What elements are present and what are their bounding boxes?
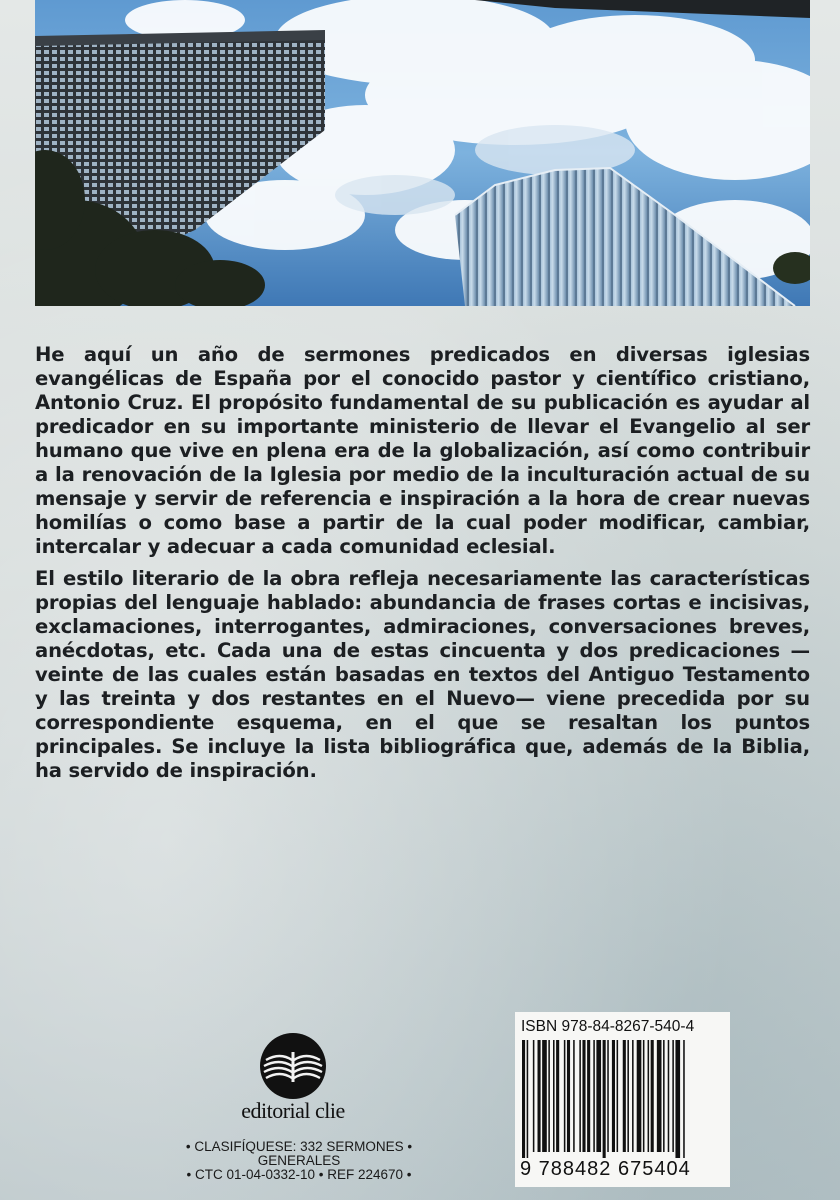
isbn-label: ISBN 978-84-8267-540-4 — [521, 1018, 695, 1035]
cover-photo — [35, 0, 810, 306]
skyscrapers-sky-photo — [35, 0, 810, 306]
barcode-bars — [520, 1040, 728, 1158]
blurb-paragraph-2: El estilo literario de la obra refleja necesariamente las características propias del lenguaje hablado: abundancia de frases cortas e incisivas, exclamaciones, interrogantes, admiraciones, conversaciones breves, anécdotas, etc. Cada una de estas cincuenta y dos predicaciones —veinte de las cuales están basadas en textos del Antiguo Testamento y las treinta y dos restantes en el Nuevo— viene precedida por su correspondiente esquema, en el que se resaltan los puntos principales. Se incluye la lista bibliográfica que, además de la Biblia, ha servido de inspiración. — [35, 567, 810, 782]
barcode-digits: 9 788482 675404 — [520, 1158, 691, 1180]
classification-line-2: GENERALES — [257, 1153, 341, 1168]
classification-line-3: • CTC 01-04-0332-10 • REF 224670 • — [186, 1167, 412, 1182]
classification-block — [168, 1140, 430, 1182]
classification-line-1: • CLASIFÍQUESE: 332 SERMONES • — [185, 1139, 413, 1154]
blurb-paragraph-1: He aquí un año de sermones predicados en diversas iglesias evangélicas de España por el conocido pastor y científico cristiano, Antonio Cruz. El propósito fundamental de su publicación es ayudar al predicador en su importante ministerio de llevar el Evangelio al ser humano que vive en plena era de la globalización, así como contribuir a la renovación de la Iglesia por medio de la inculturación actual de su mensaje y servir de referencia e inspiración a la hora de crear nuevas homilías o como base a partir de la cual poder modificar, cambiar, intercalar y adecuar a cada comunidad eclesial. — [35, 343, 810, 558]
publisher-name: editorial clie — [241, 1098, 345, 1123]
open-book-globe-icon — [228, 1030, 358, 1100]
